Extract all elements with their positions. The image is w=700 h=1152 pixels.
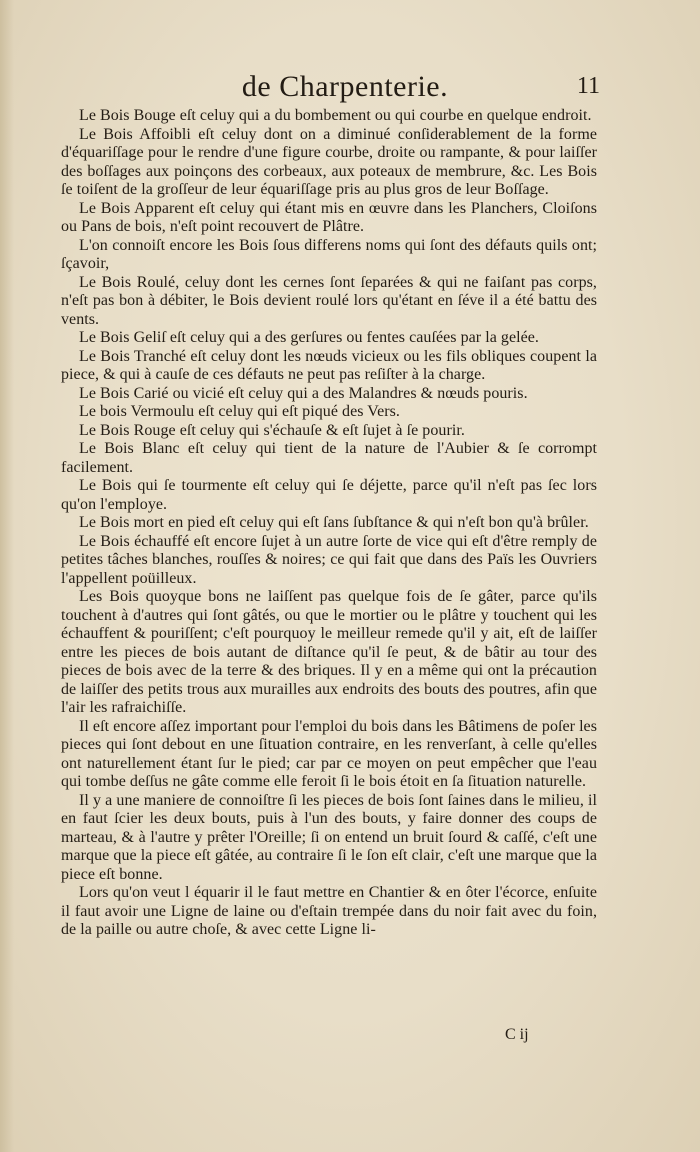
paragraph-bois-blanc: Le Bois Blanc eſt celuy qui tient de la nature de l'Aubier & ſe corrompt facilement. xyxy=(61,440,597,476)
paragraph-bois-roule: Le Bois Roulé, celuy dont les cernes ſont ſeparées & qui ne faiſant pas corps, n'eſt pas bon à débiter, le Bois devient roulé lors qu'étant en ſéve il a été battu des vents. xyxy=(61,273,597,328)
paragraph-bois-vermoulu: Le bois Vermoulu eſt celuy qui eſt piqué des Vers. xyxy=(79,403,400,420)
body-text xyxy=(61,107,597,940)
page-number: 11 xyxy=(576,73,600,99)
paragraph-bois-rouge: Le Bois Rouge eſt celuy qui s'échauſe & eſt ſujet à ſe pourir. xyxy=(79,421,465,439)
signature-mark: C ij xyxy=(505,1026,529,1043)
paragraph-bois-mort: Le Bois mort en pied eſt celuy qui eſt ſans ſubſtance & qui n'eſt bon qu'à brûler. xyxy=(79,514,589,531)
paragraph-equarir: Lors qu'on veut l équarir il le faut mettre en Chantier & en ôter l'écorce, enſuite il faut avoir une Ligne de laine ou d'eſtain trempée dans du noir fait avec du foin, de la paille ou autre choſe, & avec cette Ligne li- xyxy=(61,884,597,938)
running-title: de Charpenterie. xyxy=(241,70,449,103)
paragraph-bois-apparent: Le Bois Apparent eſt celuy qui étant mis en œuvre dans les Planchers, Cloiſons ou Pans de bois, n'eſt point recouvert de Plâtre. xyxy=(61,199,597,235)
paragraph-bois-carie: Le Bois Carié ou vicié eſt celuy qui a des Malandres & nœuds pouris. xyxy=(79,384,528,402)
paragraph-noms-defauts: L'on connoiſt encore les Bois ſous differens noms qui ſont des défauts quils ont; ſçavoir, xyxy=(61,236,597,272)
paragraph-bois-tourmente: Le Bois qui ſe tourmente eſt celuy qui ſe déjette, parce qu'il n'eſt pas ſec lors qu'on l'employe. xyxy=(61,477,597,513)
page-edge-shadow xyxy=(0,0,14,1152)
paragraph-connoistre-pieces: Il y a une maniere de connoiſtre ſi les pieces de bois ſont ſaines dans le milieu, il en faut ſcier les deux bouts, puis à l'un des bouts, y faire donner des coups de marteau, & à l'autre y prêter l'Oreille; ſi on entend un bruit ſourd & caſſé, c'eſt une marque que la piece eſt gâtée, au contraire ſi le ſon eſt clair, c'eſt une marque que la piece eſt bonne. xyxy=(61,791,597,883)
page-header xyxy=(60,70,600,110)
paragraph-bois-echauffe: Le Bois échauffé eſt encore ſujet à un autre ſorte de vice qui eſt d'être remply de petites tâches blanches, rouſſes & noires; ce qui fait que dans des Païs les Ouvriers l'appellent poüilleux. xyxy=(61,532,597,587)
paragraph-bois-bouge: Le Bois Bouge eſt celuy qui a du bombement ou qui courbe en quelque endroit. xyxy=(79,107,592,124)
paragraph-bois-gater: Les Bois quoyque bons ne laiſſent pas quelque fois de ſe gâter, parce qu'ils touchent à d'autres qui ſont gâtés, ou que le mortier ou le plâtre y touchent qui les échauffent & pouriſſent; c'eſt pourquoy le meilleur remede qu'il y ait, eſt de laiſſer entre les pieces de bois autant de diſtance qu'il ſe peut, & de bâtir au tour des pieces de bois avec de la terre & des briques. Il y en a même qui ont la précaution de laiſſer des petits trous aux murailles aux endroits des bouts des poutres, afin que l'air les rafraichiſſe. xyxy=(61,588,597,716)
paragraph-bois-tranche: Le Bois Tranché eſt celuy dont les nœuds vicieux ou les fils obliques coupent la piece, & qui à cauſe de ces défauts ne peut pas reſiſter à la charge. xyxy=(61,347,597,383)
paragraph-bois-gelif: Le Bois Geliſ eſt celuy qui a des gerſures ou fentes cauſées par la gelée. xyxy=(79,329,539,346)
paragraph-bois-affoibli: Le Bois Affoibli eſt celuy dont on a diminué conſiderablement de la forme d'équariſſage pour le rendre d'une figure courbe, droite ou rampante, & pour laiſſer des boſſages aux poinçons des corbeaux, aux poteaux de membrure, &c. Les Bois ſe toiſent de la groſſeur de leur équariſſage pris au plus gros de leur Boſſage. xyxy=(61,125,597,198)
paragraph-emploi-bois: Il eſt encore aſſez important pour l'emploi du bois dans les Bâtimens de poſer les pieces qui ſont debout en une ſituation contraire, en les renverſant, à celle qu'elles ont naturellement étant ſur le pied; car par ce moyen on peut empêcher que l'eau qui tombe deſſus ne gâte comme elle feroit ſi le bois étoit en ſa ſituation naturelle. xyxy=(61,717,597,790)
